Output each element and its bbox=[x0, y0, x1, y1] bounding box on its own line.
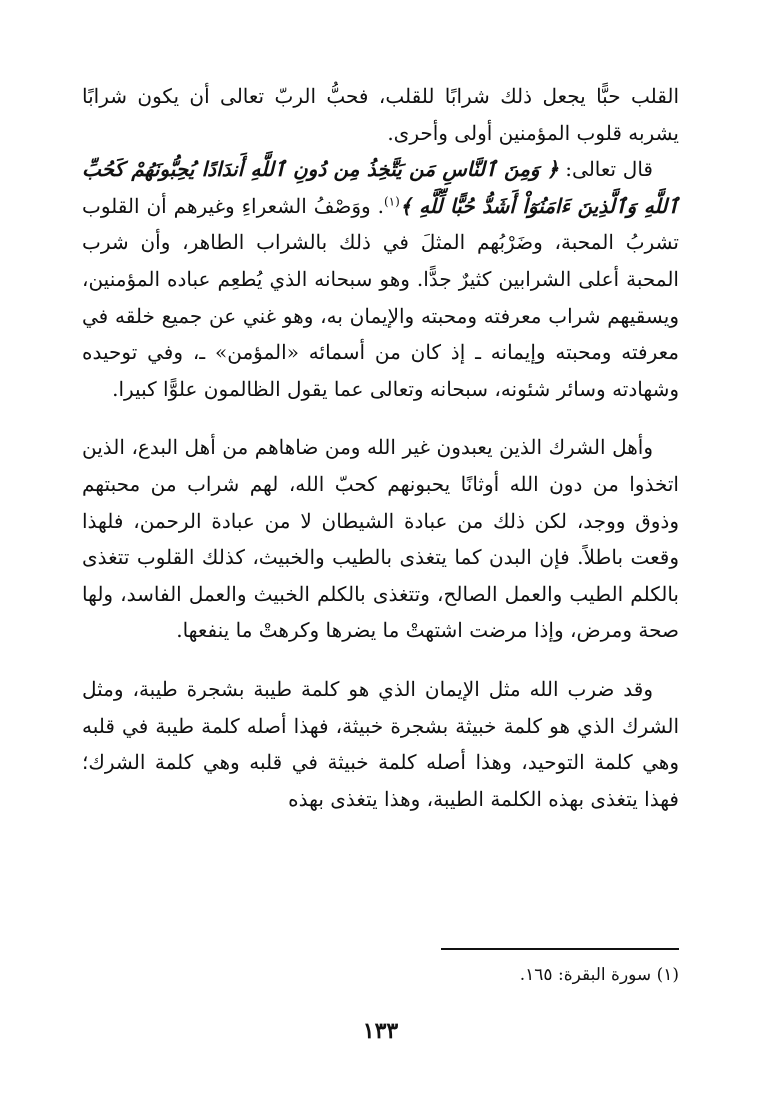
paragraph-3 bbox=[82, 429, 679, 649]
page-body bbox=[82, 78, 679, 817]
footnote-text: (١) سورة البقرة: ١٦٥. bbox=[519, 965, 679, 985]
quran-verse: ﴿ وَمِنَ ٱلنَّاسِ مَن يَتَّخِذُ مِن دُونِ ٱللَّهِ أَندَادًا يُحِبُّونَهُمْ كَحُبِّ ٱللَّهِ وَٱلَّذِينَ ءَامَنُوٓاْ أَشَدُّ حُبًّا لِّلَّهِ ﴾ bbox=[82, 157, 679, 218]
footnote bbox=[279, 963, 679, 987]
page-number: ١٣٣ bbox=[362, 1018, 399, 1044]
paragraph-2-lead: قال تعالى: bbox=[558, 157, 653, 182]
paragraph-3-text: وأهل الشرك الذين يعبدون غير الله ومن ضاهاهم من أهل البدع، الذين اتخذوا من دون الله أوثانًا يحبونهم كحبّ الله، لهم شراب من محبتهم وذوق ووجد، لكن ذلك من عبادة الشيطان لا من عبادة الرحمن، فلهذا وقعت باطلاً. فإن البدن كما يتغذى بالطيب والخبيث، كذلك القلوب تتغذى بالكلم الطيب والعمل الصالح، وتتغذى بالكلم الخبيث والعمل الفاسد، ولها صحة ومرض، وإذا مرضت اشتهتْ ما يضرها وكرهتْ ما ينفعها. bbox=[82, 435, 679, 643]
paragraph-2-text: . ووَصْفُ الشعراءِ وغيرهم أن القلوب تشربُ المحبة، وضَرْبُهم المثلَ في ذلك بالشراب الطاهر، وأن شرب المحبة أعلى الشرابين كثيرٌ جدًّا. وهو سبحانه الذي يُطعِم عباده المؤمنين، ويسقيهم شراب معرفته ومحبته والإيمان به، وهو غني عن جميع خلقه في معرفته ومحبته وإيمانه ـ إذ كان من أسمائه «المؤمن» ـ، وفي توحيده وشهادته وسائر شئونه، سبحانه وتعالى عما يقول الظالمون علوًّا كبيرا. bbox=[82, 193, 679, 401]
footnote-reference[interactable]: (١) bbox=[383, 194, 400, 209]
paragraph-2 bbox=[82, 151, 679, 407]
paragraph-1 bbox=[82, 78, 679, 151]
paragraph-gap bbox=[82, 649, 679, 671]
footnote-divider bbox=[441, 948, 679, 950]
paragraph-4-text: وقد ضرب الله مثل الإيمان الذي هو كلمة طيبة بشجرة طيبة، ومثل الشرك الذي هو كلمة خبيثة بشجرة خبيثة، فهذا أصله كلمة طيبة في قلبه وهي كلمة التوحيد، وهذا أصله كلمة خبيثة في قلبه وهي كلمة الشرك؛ فهذا يتغذى بهذه الكلمة الطيبة، وهذا يتغذى بهذه bbox=[82, 676, 679, 811]
paragraph-1-text: القلب حبًّا يجعل ذلك شرابًا للقلب، فحبُّ الربّ تعالى أن يكون شرابًا يشربه قلوب المؤمنين أولى وأحرى. bbox=[82, 84, 679, 145]
paragraph-gap bbox=[82, 407, 679, 429]
paragraph-4 bbox=[82, 671, 679, 817]
